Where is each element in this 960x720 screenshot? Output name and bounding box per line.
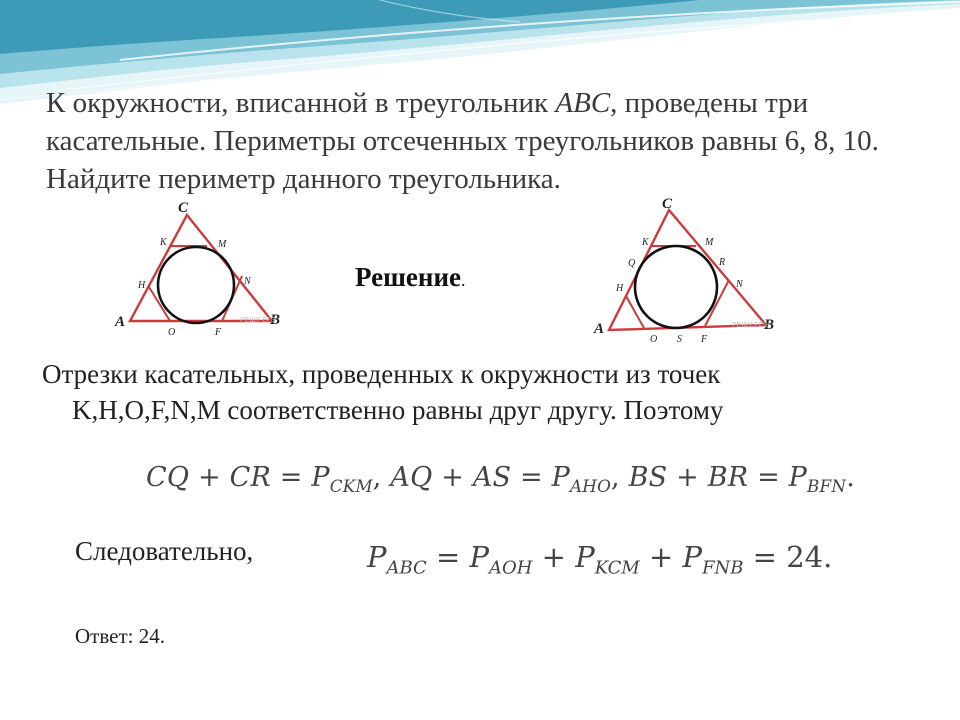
solution-heading-dot: . [461,270,466,290]
label-a-left: A [115,314,126,330]
perimeter-sub-ckm: CKM [329,475,373,496]
op-equals: = [270,462,312,493]
separator: , [372,462,391,493]
term-br: BR [707,462,749,493]
perimeter-symbol: P [311,462,330,493]
problem-text-before: К окружности, вписанной в треугольник [46,87,556,119]
label-o-left: O [168,327,176,338]
op-plus: + [432,462,473,493]
result-value: 24 [786,540,824,574]
incircle-right [635,246,717,328]
explanation-line-1: Отрезки касательных, проведенных к окружности из точек [42,359,721,389]
perimeter-sub-fnb: FNB [702,557,744,579]
term-as: AS [472,462,512,493]
op-equals: = [743,540,787,574]
incircle-left [158,247,234,323]
perimeter-symbol: P [367,540,387,574]
solution-heading-text: Решение [355,262,461,292]
label-q-right: Q [628,258,636,269]
perimeter-sub-aho: AHO [569,475,611,496]
total-perimeter-formula [367,540,832,578]
perimeter-sub-aoh: AOH [489,557,533,579]
solution-heading [355,262,466,293]
term-aq: AQ [390,462,433,493]
label-c-left: C [178,200,189,216]
formula-end: . [823,540,833,574]
tangent-ho-right [626,296,644,328]
watermark-right: РЕШУ ЕГЭ [732,322,768,329]
op-plus: + [532,540,576,574]
triangle-name: ABC [555,87,611,119]
perimeter-symbol: P [469,540,490,574]
therefore-text: Следовательно, [75,536,254,566]
label-s-right: S [677,334,682,345]
op-equals: = [748,462,789,493]
label-h-left: H [138,280,146,291]
perimeter-symbol: P [575,540,595,574]
label-m-left: M [218,239,227,250]
perimeter-symbol: P [551,462,570,493]
solution-explanation [42,356,942,428]
label-b-left: B [270,312,281,328]
perimeter-sub-kcm: KCM [594,557,640,579]
label-n-left: N [244,276,251,287]
op-plus: + [667,462,708,493]
label-f-left: F [215,327,222,338]
label-b-right: B [764,317,775,333]
label-a-right: A [594,321,605,337]
tangent-sum-formula [146,462,855,496]
label-r-right: R [719,257,726,268]
figure-right-triangle [592,194,784,346]
label-m-right: M [705,237,714,248]
formula-end: . [846,462,855,493]
problem-text-after: , проведены три касательные. Периметры отсеченных треугольников равны 6, 8, 10. Найдите периметр данного треугольника. [46,87,879,195]
op-plus: + [639,540,683,574]
op-equals: = [426,540,470,574]
term-bs: BS [628,462,668,493]
problem-statement [46,84,926,198]
perimeter-sub-abc: ABC [386,557,427,579]
triangle-abc-right [609,210,766,330]
perimeter-sub-bfn: BFN [807,475,847,496]
explanation-line-2: K,H,O,F,N,M соответственно равны друг другу. Поэтому [72,395,724,425]
separator: , [610,462,629,493]
label-h-right: H [616,283,624,294]
op-equals: = [511,462,552,493]
label-k-right: K [642,237,649,248]
figure-left-triangle [112,198,292,340]
triangle-abc-left [130,215,272,321]
answer-text: Ответ: 24. [75,624,165,648]
term-cq: CQ [146,462,190,493]
perimeter-symbol: P [788,462,808,493]
watermark-left: РЕШУ ЕГЭ [240,317,276,324]
perimeter-symbol: P [682,540,703,574]
label-f-right: F [701,334,708,345]
label-n-right: N [736,279,743,290]
op-plus: + [189,462,230,493]
label-o-right: O [650,334,658,345]
label-k-left: K [160,237,167,248]
term-cr: CR [229,462,271,493]
label-c-right: C [662,196,673,212]
